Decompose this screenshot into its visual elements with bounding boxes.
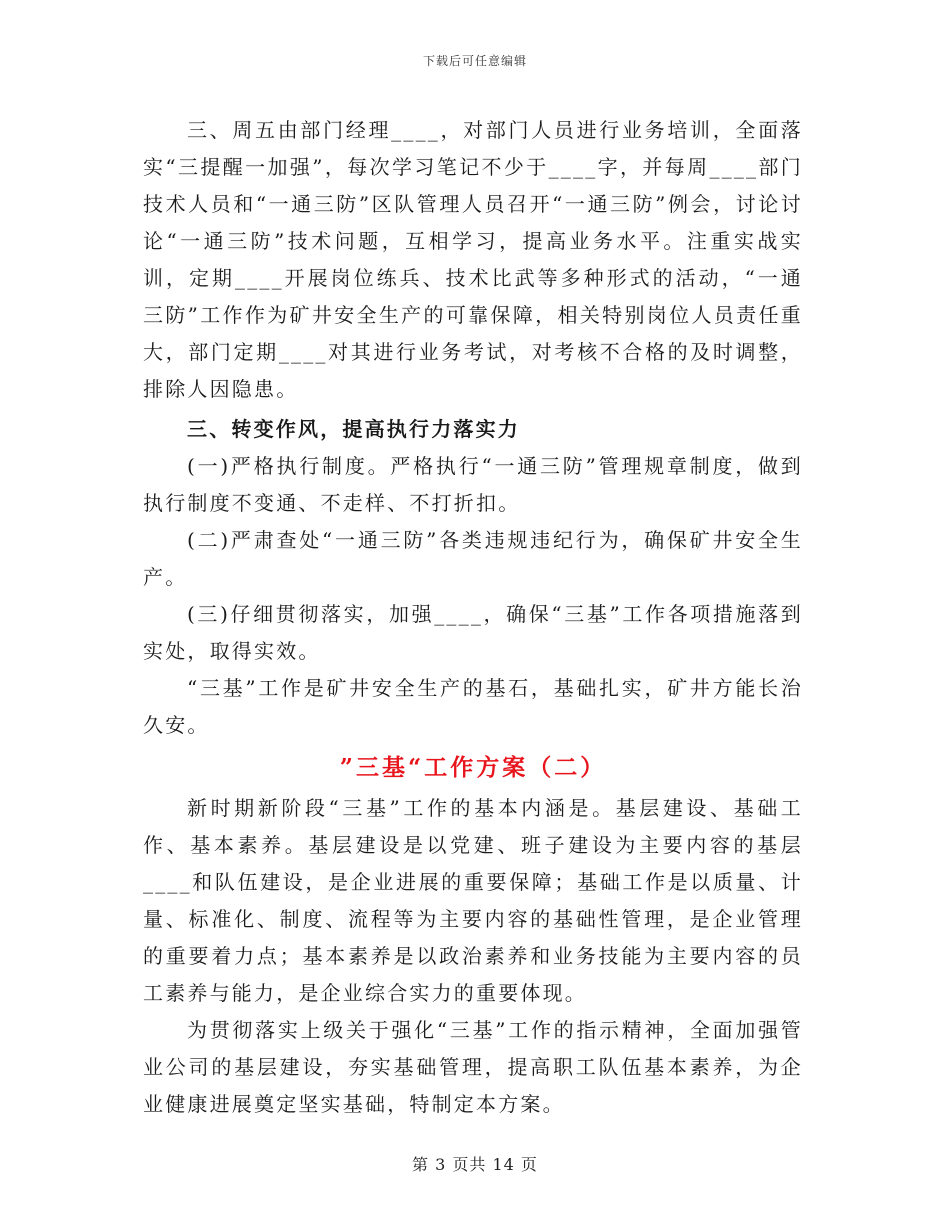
header-note: 下载后可任意编辑 xyxy=(422,54,527,68)
section-heading-3: 三、转变作风，提高执行力落实力 xyxy=(187,417,520,441)
paragraph-training: 三、周五由部门经理____，对部门人员进行业务培训，全面落实“三提醒一加强”，每次学习笔记不少于____字，并每周____部门技术人员和“一通三防”区队管理人员召开“一通三防”例会，讨论讨论“一通三防”技术问题，互相学习，提高业务水平。注重实战实训，定期____开展岗位练兵、技术比武等多种形式的活动，“一通三防”工作作为矿井安全生产的可靠保障，相关特别岗位人员责任重大，部门定期____对其进行业务考试，对考核不合格的及时调整，排除人因隐患。 xyxy=(143,118,803,401)
list-item-3: (三)仔细贯彻落实，加强____，确保“三基”工作各项措施落到实处，取得实效。 xyxy=(143,602,803,663)
list-item-2: (二)严肃查处“一通三防”各类违规违纪行为，确保矿井安全生产。 xyxy=(143,528,803,589)
paragraph-connotation: 新时期新阶段“三基”工作的基本内涵是。基层建设、基础工作、基本素养。基层建设是以党建、班子建设为主要内容的基层____和队伍建设，是企业进展的重要保障；基础工作是以质量、计量、标准化、制度、流程等为主要内容的基础性管理，是企业管理的重要着力点；基本素养是以政治素养和业务技能为主要内容的员工素养与能力，是企业综合实力的重要体现。 xyxy=(143,796,803,1005)
plan-title: ”三基“工作方案（二） xyxy=(339,754,607,781)
page-number: 第 3 页共 14 页 xyxy=(412,1155,538,1174)
closing-paragraph: “三基”工作是矿井安全生产的基石，基础扎实，矿井方能长治久安。 xyxy=(143,676,803,737)
list-item-1: (一)严格执行制度。严格执行“一通三防”管理规章制度，做到执行制度不变通、不走样、不打折扣。 xyxy=(143,454,803,515)
document-body xyxy=(143,112,803,1123)
paragraph-purpose: 为贯彻落实上级关于强化“三基”工作的指示精神，全面加强管业公司的基层建设，夯实基础管理，提高职工队伍基本素养，为企业健康进展奠定坚实基础，特制定本方案。 xyxy=(143,1018,803,1116)
